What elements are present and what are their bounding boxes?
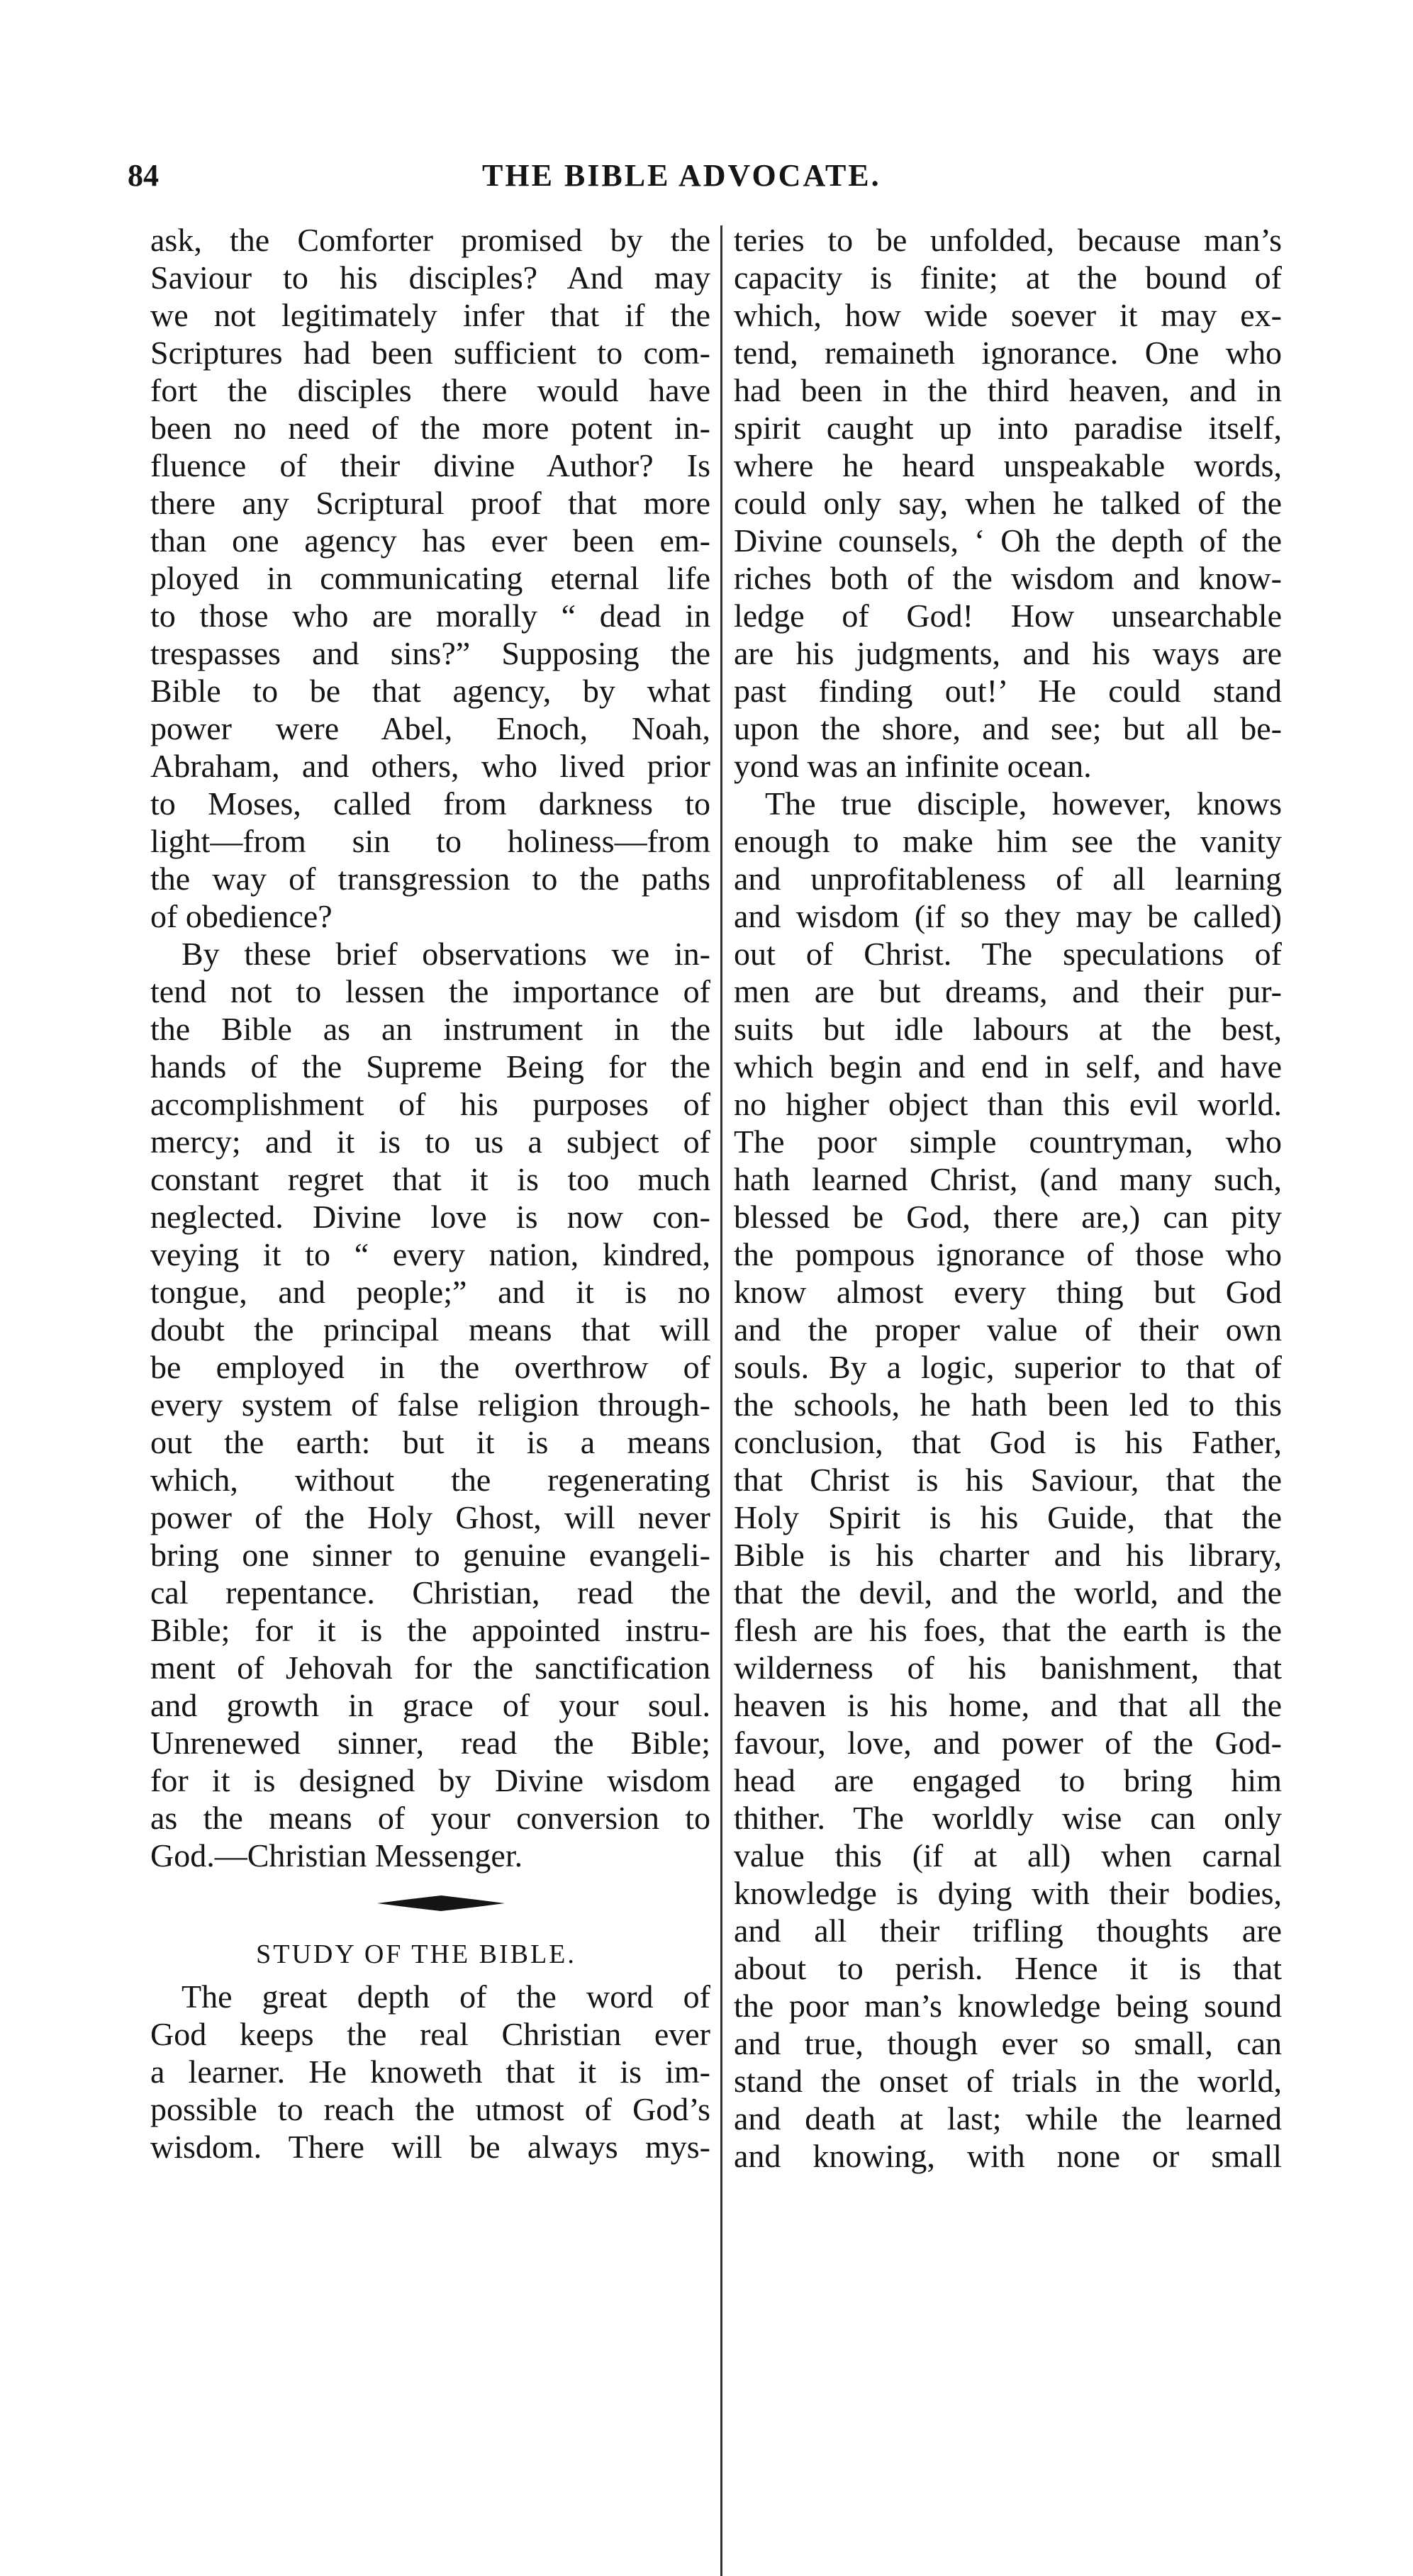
- text-line: and unprofitableness of all learning: [734, 861, 1282, 897]
- text-line: power of the Holy Ghost, will never: [150, 1499, 710, 1535]
- text-line: Scriptures had been sufficient to com-: [150, 335, 710, 371]
- text-line: ment of Jehovah for the sanctification: [150, 1650, 710, 1686]
- text-line: The great depth of the word of: [181, 1978, 710, 2015]
- paragraph: [150, 221, 710, 935]
- ornament-icon: [377, 1893, 505, 1914]
- text-line: to Moses, called from darkness to: [150, 785, 710, 822]
- text-line: and death at last; while the learned: [734, 2100, 1282, 2137]
- text-line: Divine counsels, ‘ Oh the depth of the: [734, 522, 1282, 559]
- text-line: of obedience?: [150, 898, 333, 934]
- text-line: teries to be unfolded, because man’s: [734, 222, 1282, 258]
- text-line: could only say, when he talked of the: [734, 485, 1282, 521]
- text-line: men are but dreams, and their pur-: [734, 973, 1282, 1009]
- text-line: light—from sin to holiness—from: [150, 823, 710, 859]
- text-line: possible to reach the utmost of God’s: [150, 2091, 710, 2127]
- text-line: where he heard unspeakable words,: [734, 447, 1282, 483]
- text-line: and the proper value of their own: [734, 1311, 1282, 1348]
- text-line: hands of the Supreme Being for the: [150, 1048, 710, 1085]
- text-line: hath learned Christ, (and many such,: [734, 1161, 1282, 1197]
- text-line: head are engaged to bring him: [734, 1762, 1282, 1798]
- text-line: that the devil, and the world, and the: [734, 1574, 1282, 1611]
- text-line: constant regret that it is too much: [150, 1161, 710, 1197]
- text-line: Unrenewed sinner, read the Bible;: [150, 1725, 710, 1761]
- text-line: thither. The worldly wise can only: [734, 1800, 1282, 1836]
- paragraph: [734, 785, 1282, 2175]
- text-line: for it is designed by Divine wisdom: [150, 1762, 710, 1798]
- paragraph: [150, 1978, 710, 2166]
- text-line: knowledge is dying with their bodies,: [734, 1875, 1282, 1911]
- text-line: and all their trifling thoughts are: [734, 1913, 1282, 1949]
- text-line: suits but idle labours at the best,: [734, 1011, 1282, 1047]
- text-line: tend not to lessen the importance of: [150, 973, 710, 1009]
- text-line: a learner. He knoweth that it is im-: [150, 2054, 710, 2090]
- text-line: to those who are morally “ dead in: [150, 598, 710, 634]
- text-line: Saviour to his disciples? And may: [150, 259, 710, 296]
- text-line: every system of false religion through-: [150, 1387, 710, 1423]
- text-line: blessed be God, there are,) can pity: [734, 1199, 1282, 1235]
- text-line: Holy Spirit is his Guide, that the: [734, 1499, 1282, 1535]
- column-divider: [720, 225, 722, 2576]
- text-line: the pompous ignorance of those who: [734, 1236, 1282, 1272]
- text-line: out of Christ. The speculations of: [734, 936, 1282, 972]
- text-line: tongue, and people;” and it is no: [150, 1274, 710, 1310]
- text-line: souls. By a logic, superior to that of: [734, 1349, 1282, 1385]
- text-line: capacity is finite; at the bound of: [734, 259, 1282, 296]
- text-line: doubt the principal means that will: [150, 1311, 710, 1348]
- text-line: veying it to “ every nation, kindred,: [150, 1236, 710, 1272]
- text-line: the poor man’s knowledge being sound: [734, 1988, 1282, 2024]
- text-line: been no need of the more potent in-: [150, 410, 710, 446]
- text-line: and wisdom (if so they may be called): [734, 898, 1282, 934]
- text-line: upon the shore, and see; but all be-: [734, 710, 1282, 746]
- text-line: Bible is his charter and his library,: [734, 1537, 1282, 1573]
- text-line: ledge of God! How unsearchable: [734, 598, 1282, 634]
- text-line: we not legitimately infer that if the: [150, 297, 710, 333]
- text-line: had been in the third heaven, and in: [734, 372, 1282, 408]
- page-number: 84: [128, 158, 159, 193]
- text-line: no higher object than this evil world.: [734, 1086, 1282, 1122]
- text-line: which begin and end in self, and have: [734, 1048, 1282, 1085]
- text-line: and true, though ever so small, can: [734, 2025, 1282, 2061]
- text-line: wisdom. There will be always mys-: [150, 2129, 710, 2165]
- text-line: Abraham, and others, who lived prior: [150, 748, 710, 784]
- text-line: By these brief observations we in-: [181, 936, 710, 972]
- text-line: tend, remaineth ignorance. One who: [734, 335, 1282, 371]
- text-line: riches both of the wisdom and know-: [734, 560, 1282, 596]
- text-line: past finding out!’ He could stand: [734, 673, 1282, 709]
- text-line: conclusion, that God is his Father,: [734, 1424, 1282, 1460]
- text-line: the Bible as an instrument in the: [150, 1011, 710, 1047]
- text-line: The true disciple, however, knows: [765, 785, 1282, 822]
- text-line: ployed in communicating eternal life: [150, 560, 710, 596]
- text-line: as the means of your conversion to: [150, 1800, 710, 1836]
- text-line: God keeps the real Christian ever: [150, 2016, 710, 2052]
- text-line: flesh are his foes, that the earth is the: [734, 1612, 1282, 1648]
- section-title: STUDY OF THE BIBLE.: [256, 1939, 576, 1969]
- text-line: than one agency has ever been em-: [150, 522, 710, 559]
- text-line: fluence of their divine Author? Is: [150, 447, 710, 483]
- text-line: are his judgments, and his ways are: [734, 635, 1282, 671]
- text-line: know almost every thing but God: [734, 1274, 1282, 1310]
- text-line: stand the onset of trials in the world,: [734, 2063, 1282, 2099]
- text-line: wilderness of his banishment, that: [734, 1650, 1282, 1686]
- text-line: power were Abel, Enoch, Noah,: [150, 710, 710, 746]
- text-line: the way of transgression to the paths: [150, 861, 710, 897]
- text-line: and knowing, with none or small: [734, 2138, 1282, 2174]
- text-line: heaven is his home, and that all the: [734, 1687, 1282, 1723]
- text-line: The poor simple countryman, who: [734, 1124, 1282, 1160]
- text-line: which, without the regenerating: [150, 1462, 710, 1498]
- text-line: fort the disciples there would have: [150, 372, 710, 408]
- text-line: spirit caught up into paradise itself,: [734, 410, 1282, 446]
- text-line: about to perish. Hence it is that: [734, 1950, 1282, 1986]
- text-line: enough to make him see the vanity: [734, 823, 1282, 859]
- text-line: favour, love, and power of the God-: [734, 1725, 1282, 1761]
- text-line: ask, the Comforter promised by the: [150, 222, 710, 258]
- text-line: neglected. Divine love is now con-: [150, 1199, 710, 1235]
- text-line: mercy; and it is to us a subject of: [150, 1124, 710, 1160]
- text-line: trespasses and sins?” Supposing the: [150, 635, 710, 671]
- section-divider: [150, 1874, 710, 1931]
- running-title: THE BIBLE ADVOCATE.: [482, 158, 881, 193]
- text-line: out the earth: but it is a means: [150, 1424, 710, 1460]
- text-line: Bible; for it is the appointed instru-: [150, 1612, 710, 1648]
- text-line: bring one sinner to genuine evangeli-: [150, 1537, 710, 1573]
- text-line: the schools, he hath been led to this: [734, 1387, 1282, 1423]
- text-line: that Christ is his Saviour, that the: [734, 1462, 1282, 1498]
- text-line: and growth in grace of your soul.: [150, 1687, 710, 1723]
- text-line: cal repentance. Christian, read the: [150, 1574, 710, 1611]
- text-line: accomplishment of his purposes of: [150, 1086, 710, 1122]
- text-line: God.—Christian Messenger.: [150, 1837, 523, 1874]
- text-line: be employed in the overthrow of: [150, 1349, 710, 1385]
- text-line: which, how wide soever it may ex-: [734, 297, 1282, 333]
- text-line: there any Scriptural proof that more: [150, 485, 710, 521]
- text-line: yond was an infinite ocean.: [734, 748, 1092, 784]
- left-column: [150, 221, 710, 2166]
- paragraph: [150, 935, 710, 1874]
- right-column: [734, 221, 1282, 2175]
- paragraph: [734, 221, 1282, 785]
- text-line: value this (if at all) when carnal: [734, 1837, 1282, 1874]
- text-line: Bible to be that agency, by what: [150, 673, 710, 709]
